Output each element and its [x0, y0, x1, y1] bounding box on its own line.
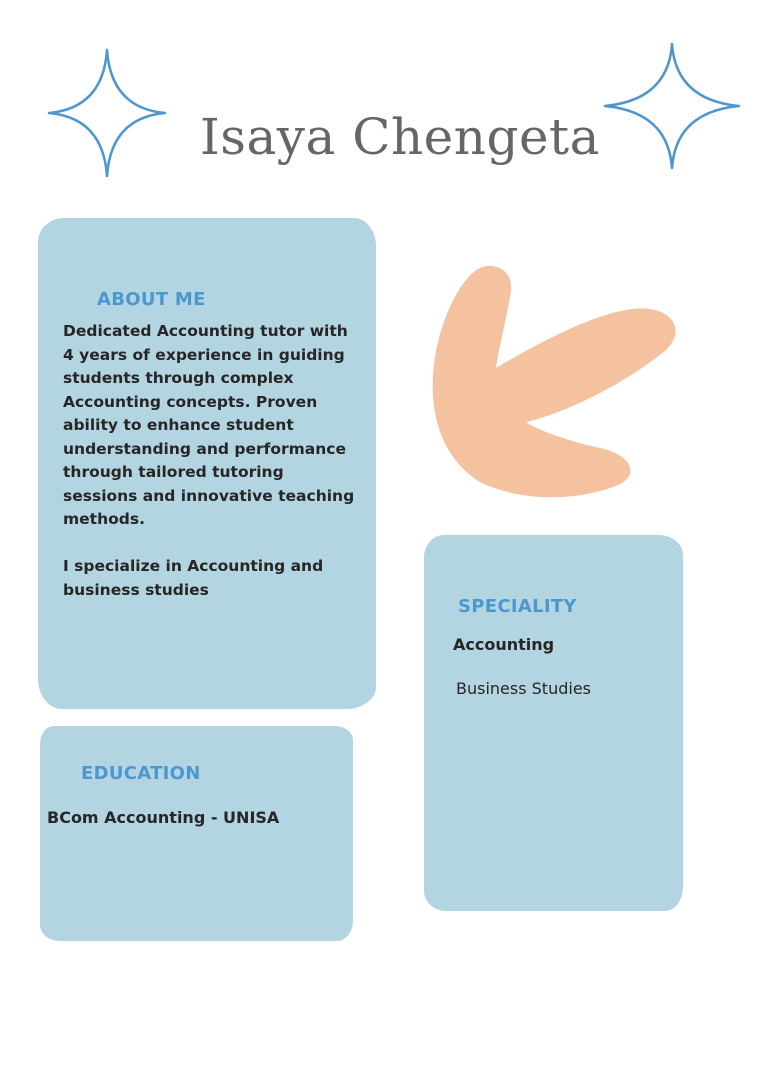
education-item: BCom Accounting - UNISA — [47, 808, 280, 827]
speciality-heading: SPECIALITY — [458, 596, 577, 617]
education-heading: EDUCATION — [81, 763, 201, 784]
about-heading: ABOUT ME — [97, 289, 206, 310]
leaf-blob-icon — [430, 262, 680, 502]
speciality-item: Business Studies — [456, 679, 591, 698]
education-panel — [40, 726, 353, 941]
about-text: Dedicated Accounting tutor with 4 years of experience in guiding students through complex Accounting concepts. Proven ability to enhance student understanding and performance through tailored tutoring sessions and innovative teaching methods. I specialize in Accounting and business studies — [63, 322, 355, 599]
speciality-panel — [424, 535, 683, 911]
speciality-item: Accounting — [453, 635, 555, 654]
page-title: Isaya Chengeta — [200, 108, 600, 166]
